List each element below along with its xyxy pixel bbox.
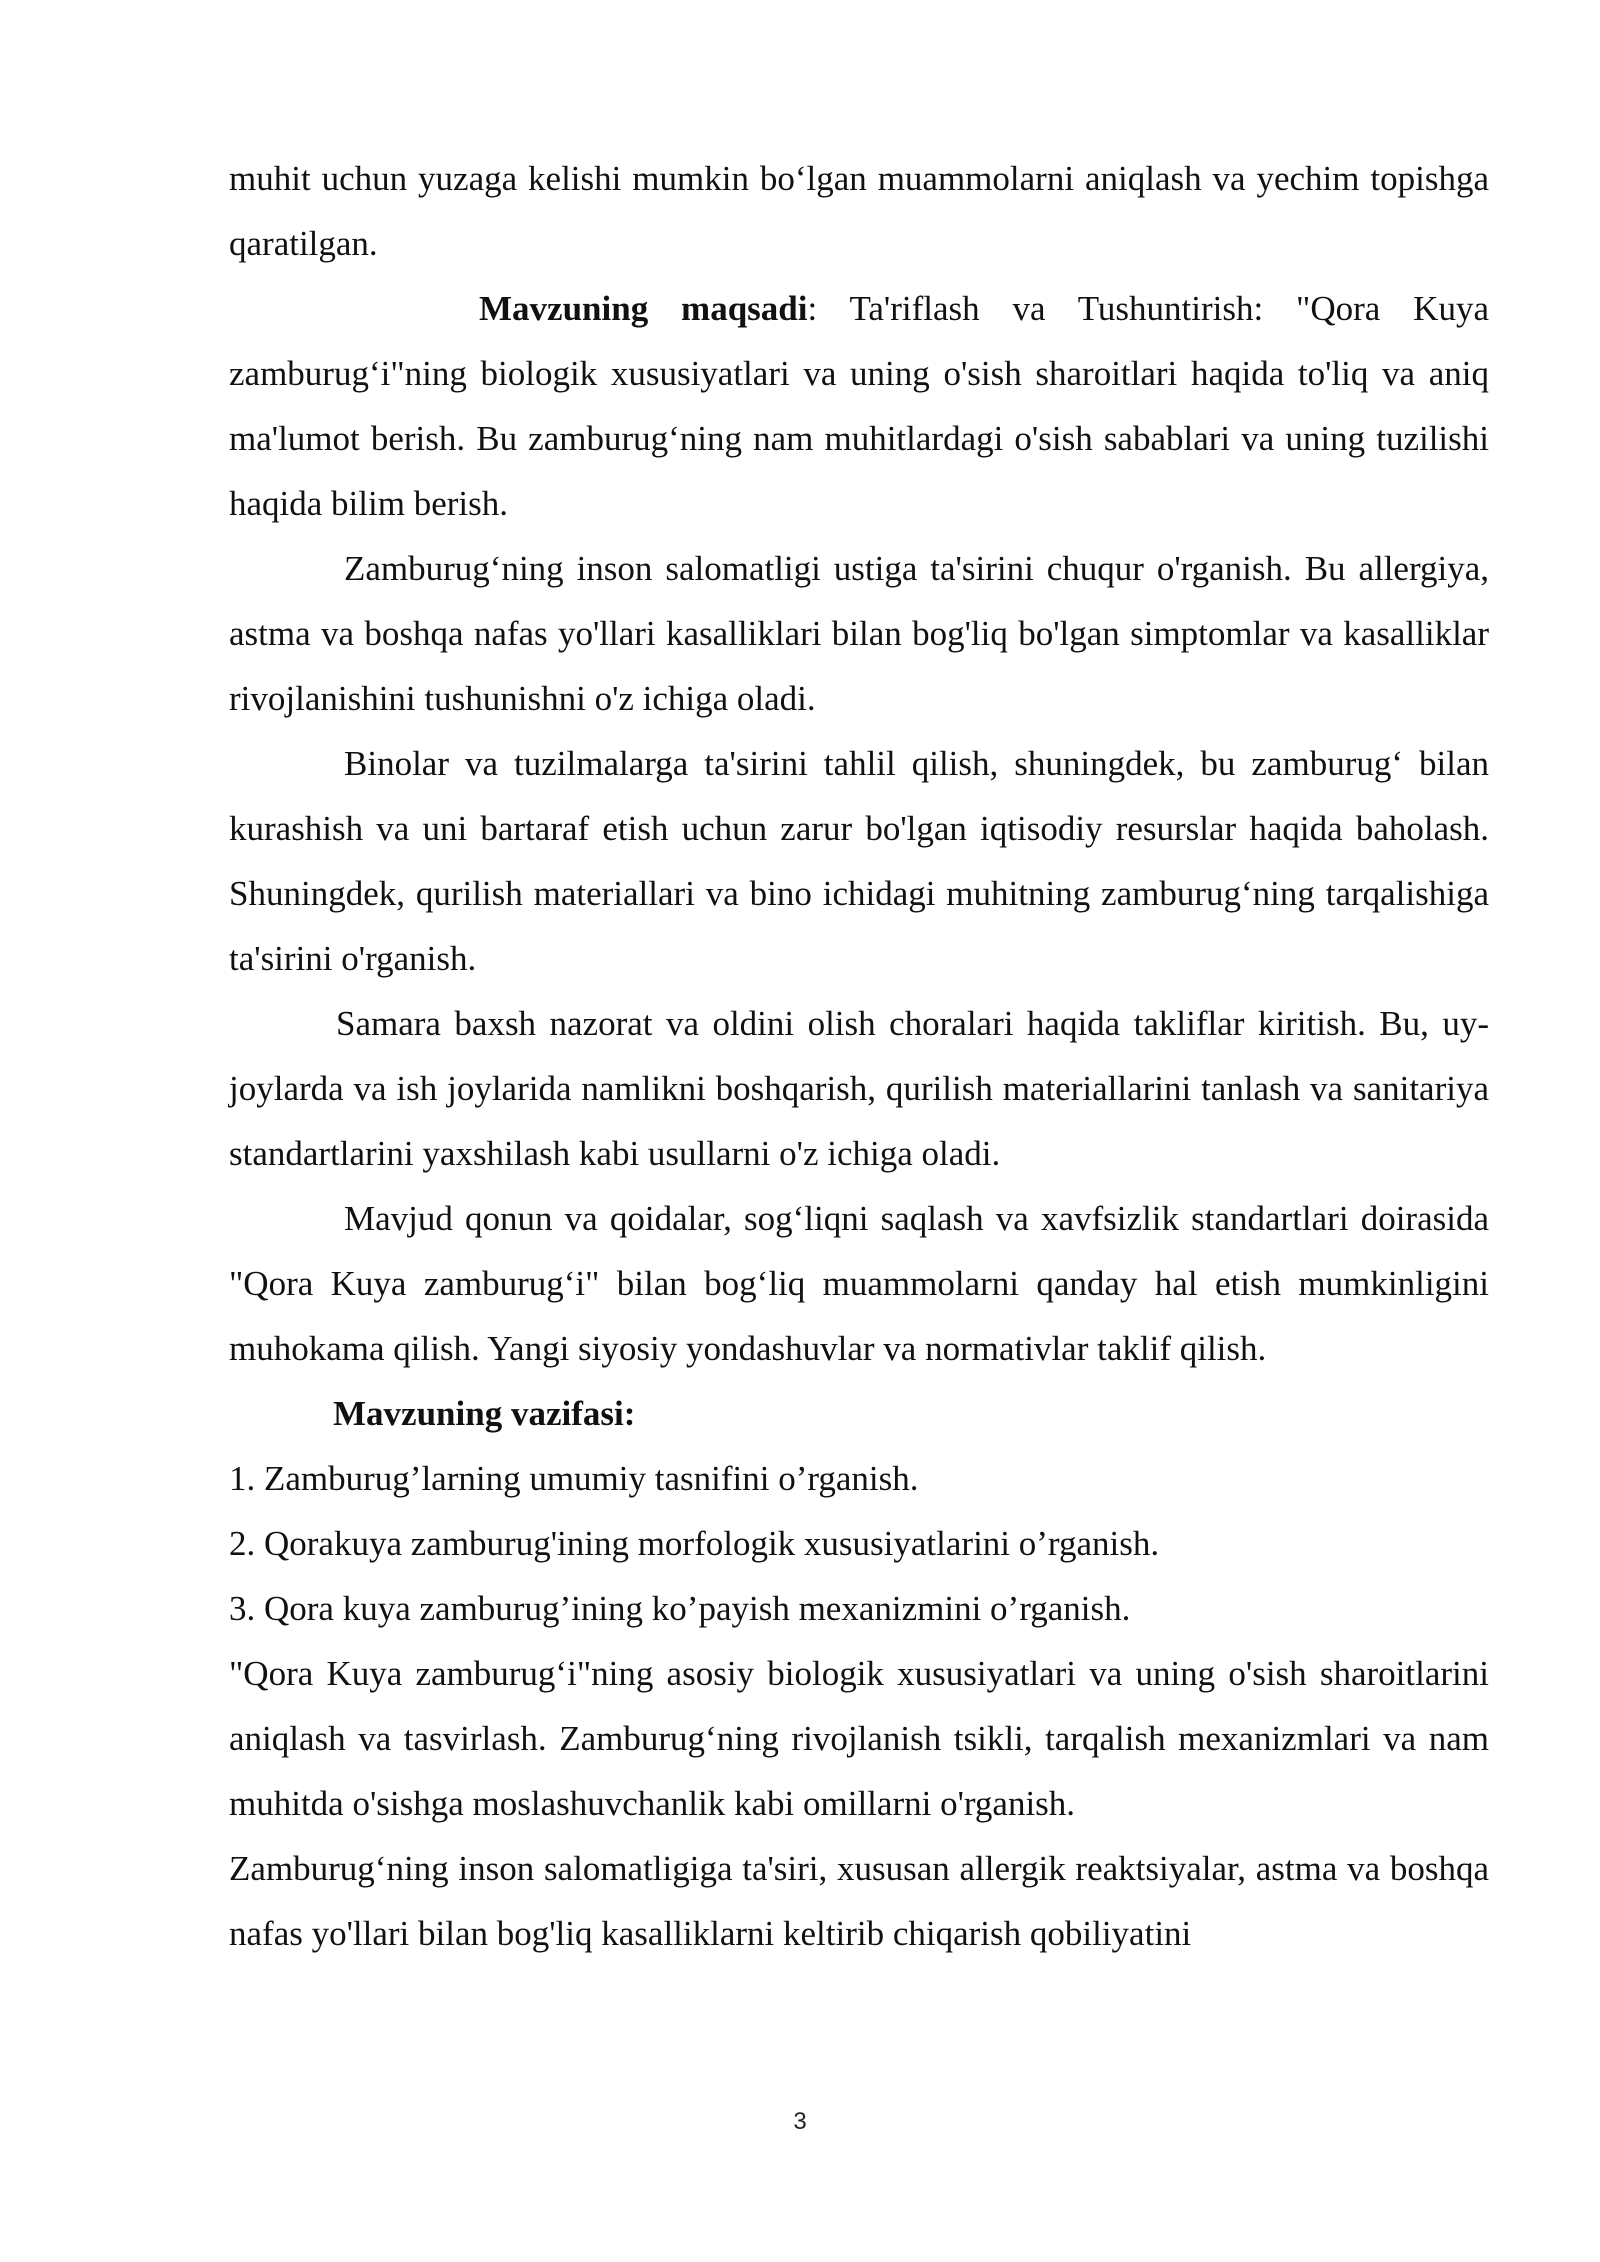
paragraph-biology: "Qora Kuya zamburug‘i"ning asosiy biologik xususiyatlari va uning o'sish sharoitlarini aniqlash va tasvirlash. Zamburug‘ning rivojlanish tsikli, tarqalish mexanizmlari va nam muhitda o'sishga moslashuvchanlik kabi omillarni o'rganish. <box>229 1654 1489 1823</box>
list-item: 2. Qorakuya zamburug'ining morfologik xususiyatlarini o’rganish. <box>229 1524 1160 1563</box>
list-item: 3. Qora kuya zamburug’ining ko’payish mexanizmini o’rganish. <box>229 1589 1131 1628</box>
page-number: 3 <box>793 2108 807 2135</box>
paragraph-maqsad <box>229 276 1489 536</box>
list-item: 1. Zamburug’larning umumiy tasnifini o’rganish. <box>229 1459 919 1498</box>
vazifa-heading-line <box>229 1381 1489 1446</box>
document-body <box>229 146 1489 1966</box>
maqsad-text: : Ta'riflash va Tushuntirish: "Qora Kuya zamburug‘i"ning biologik xususiyatlari va uning o'sish sharoitlari haqida to'liq va aniq ma'lumot berish. Bu zamburug‘ning nam muhitlardagi o'sish sabablari va uning tuzilishi haqida bilim berish. <box>229 289 1489 523</box>
paragraph-health-continued: Zamburug‘ning inson salomatligiga ta'siri, xususan allergik reaktsiyalar, astma va boshqa nafas yo'llari bilan bog'liq kasalliklarni keltirib chiqarish qobiliyatini <box>229 1849 1489 1953</box>
paragraph-intro-continuation: muhit uchun yuzaga kelishi mumkin bo‘lgan muammolarni aniqlash va yechim topishga qaratilgan. <box>229 159 1489 263</box>
paragraph-regulations: Mavjud qonun va qoidalar, sog‘liqni saqlash va xavfsizlik standartlari doirasida "Qora Kuya zamburug‘i" bilan bog‘liq muammolarni qanday hal etish mumkinligini muhokama qilish. Yangi siyosiy yondashuvlar va normativlar taklif qilish. <box>229 1199 1489 1368</box>
maqsad-heading: Mavzuning maqsadi <box>479 289 808 328</box>
paragraph-prevention: Samara baxsh nazorat va oldini olish choralari haqida takliflar kiritish. Bu, uy-joylarda va ish joylarida namlikni boshqarish, qurilish materiallarini tanlash va sanitariya standartlarini yaxshilash kabi usullarni o'z ichiga oladi. <box>229 1004 1489 1173</box>
paragraph-buildings-impact: Binolar va tuzilmalarga ta'sirini tahlil qilish, shuningdek, bu zamburug‘ bilan kurashish va uni bartaraf etish uchun zarur bo'lgan iqtisodiy resurslar haqida baholash. Shuningdek, qurilish materiallari va bino ichidagi muhitning zamburug‘ning tarqalishiga ta'sirini o'rganish. <box>229 744 1489 978</box>
vazifa-heading: Mavzuning vazifasi: <box>333 1394 636 1433</box>
paragraph-health-impact: Zamburug‘ning inson salomatligi ustiga ta'sirini chuqur o'rganish. Bu allergiya, astma va boshqa nafas yo'llari kasalliklari bilan bog'liq bo'lgan simptomlar va kasalliklar rivojlanishini tushunishni o'z ichiga oladi. <box>229 549 1489 718</box>
